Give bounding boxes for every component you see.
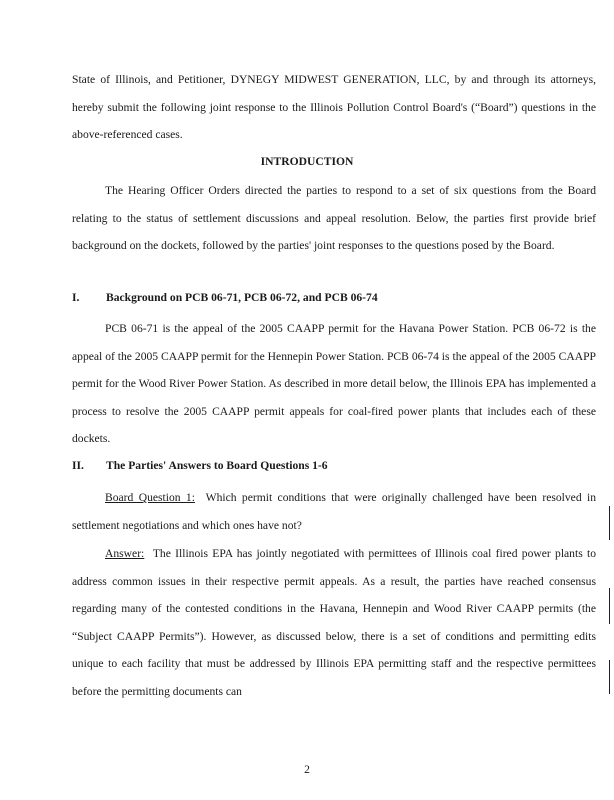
- answer-label: Answer:: [105, 547, 145, 560]
- section-2-number: II.: [72, 459, 84, 472]
- margin-mark: [609, 588, 610, 624]
- section-1-heading: [72, 291, 596, 304]
- introduction-paragraph: The Hearing Officer Orders directed the parties to respond to a set of six questions from the Board relating to the status of settlement discussions and appeal resolution. Below, the parties first provide brief background on the dockets, followed by the parties' joint responses to the questions posed by the Board.: [72, 184, 596, 253]
- board-question-1: [72, 484, 596, 539]
- opening-paragraph: State of Illinois, and Petitioner, DYNEGY MIDWEST GENERATION, LLC, by and through its attorneys, hereby submit the following joint response to the Illinois Pollution Control Board's (“Board”) questions in the above-referenced cases.: [72, 73, 596, 142]
- answer-text: The Illinois EPA has jointly negotiated with permittees of Illinois coal fired power plants to address common issues in their respective permit appeals. As a result, the parties have reached consensus regarding many of the contested conditions in the Havana, Hennepin and Wood River CAAPP permits (the “Subject CAAPP Permits”). However, as discussed below, there is a set of conditions and permitting edits unique to each facility that must be addressed by Illinois EPA permitting staff and the respective permittees before the permitting documents can: [72, 547, 596, 698]
- section-1-number: I.: [72, 291, 80, 304]
- margin-mark: [609, 506, 610, 540]
- answer-paragraph: [72, 540, 596, 706]
- section-1-paragraph: PCB 06-71 is the appeal of the 2005 CAAPP permit for the Havana Power Station. PCB 06-72 is the appeal of the 2005 CAAPP permit for the Hennepin Power Station. PCB 06-74 is the appeal of the 2005 CAAPP permit for the Wood River Power Station. As described in more detail below, the Illinois EPA has implemented a process to resolve the 2005 CAAPP permit appeals for coal-fired power plants that includes each of these dockets.: [72, 322, 596, 446]
- margin-mark: [609, 660, 610, 694]
- section-2-heading: [72, 459, 596, 472]
- board-question-1-text: Which permit conditions that were originally challenged have been resolved in settlement negotiations and which ones have not?: [72, 491, 596, 532]
- board-question-1-label: Board Question 1:: [105, 491, 195, 504]
- introduction-heading: INTRODUCTION: [260, 155, 354, 168]
- page-number: 2: [304, 763, 310, 776]
- section-1-title: Background on PCB 06-71, PCB 06-72, and PCB 06-74: [106, 291, 378, 304]
- section-2-title: The Parties' Answers to Board Questions 1-6: [106, 459, 328, 472]
